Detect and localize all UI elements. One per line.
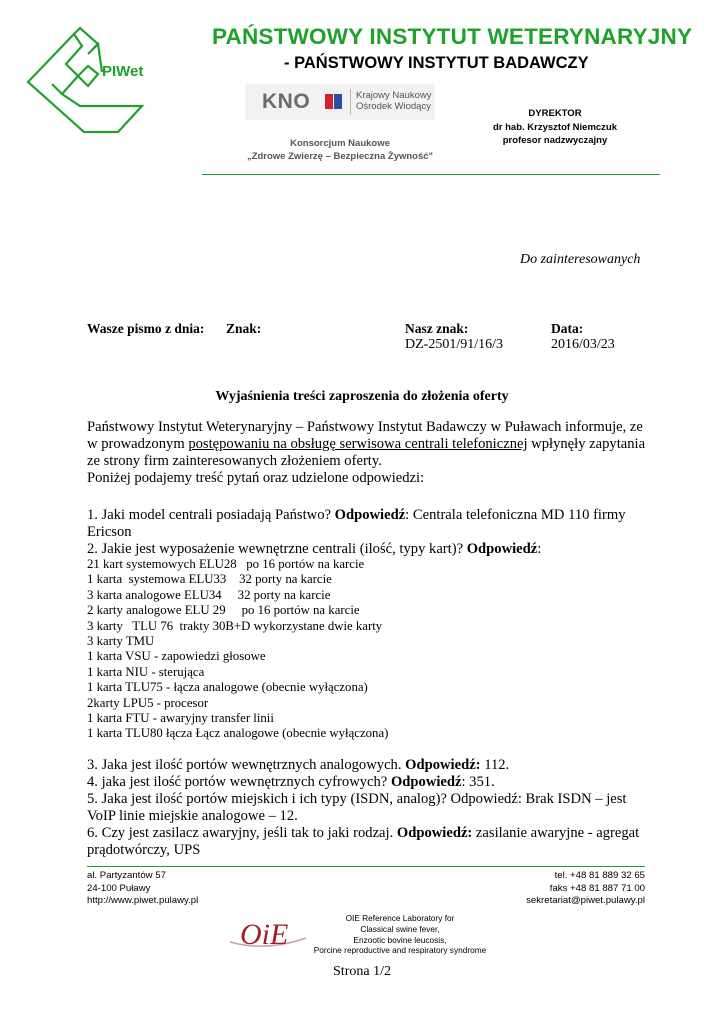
question-6 bbox=[87, 825, 657, 842]
procedure-reference: postępowaniu na obsługę serwisowa centrali telefonicznej bbox=[188, 436, 528, 452]
list-item: 3 karta analogowe ELU34 32 porty na karcie bbox=[87, 587, 331, 602]
oie-reference-text bbox=[305, 913, 495, 956]
question-2 bbox=[87, 541, 657, 558]
answer-continuation: VoIP linie miejskie analogowe – 12. bbox=[87, 808, 298, 824]
header-divider bbox=[202, 174, 660, 175]
piwet-logo-text: PIWet bbox=[102, 63, 144, 80]
subject-heading: Wyjaśnienia treści zaproszenia do złożenia oferty bbox=[215, 389, 509, 404]
institute-subtitle: - PAŃSTWOWY INSTYTUT BADAWCZY bbox=[284, 54, 589, 72]
intro-line: Państwowy Instytut Weterynaryjny – Państwowy Instytut Badawczy w Puławach informuje, ze bbox=[87, 419, 643, 435]
kno-logo-text: KNO bbox=[262, 90, 311, 113]
answer-label: Odpowiedź bbox=[390, 774, 462, 790]
answer-label: Odpowiedź: bbox=[405, 757, 481, 773]
email-link[interactable]: sekretariat@piwet.pulawy.pl bbox=[526, 895, 645, 906]
list-item: 1 karta VSU - zapowiedzi głosowe bbox=[87, 649, 266, 664]
question-text: 1. Jaki model centrali posiadają Państwo? bbox=[87, 507, 335, 523]
answer-text: : bbox=[537, 541, 542, 557]
date-label: Data: bbox=[551, 321, 584, 336]
list-item: 1 karta TLU75 - łącza analogowe (obecnie wyłączona) bbox=[87, 680, 368, 695]
intro-text: w prowadzonym bbox=[87, 436, 189, 452]
questions-3-6 bbox=[87, 757, 657, 859]
answer-continuation: prądotwórczy, UPS bbox=[87, 842, 201, 858]
question-3 bbox=[87, 757, 657, 774]
list-item: 1 karta NIU - sterująca bbox=[87, 664, 205, 679]
list-item: 1 karta FTU - awaryjny transfer linii bbox=[87, 711, 274, 726]
oie-logo bbox=[226, 912, 310, 954]
addressee: Do zainteresowanych bbox=[520, 252, 641, 267]
our-sign-label: Nasz znak: bbox=[405, 321, 469, 336]
intro-paragraph bbox=[87, 419, 657, 487]
list-item: 2karty LPU5 - procesor bbox=[87, 695, 209, 710]
list-item: 1 karta TLU80 łącza Łącz analogowe (obecnie wyłączona) bbox=[87, 726, 389, 741]
list-item: 1 karta systemowa ELU33 32 porty na karcie bbox=[87, 572, 332, 587]
fax-number: faks +48 81 887 71 00 bbox=[549, 882, 645, 894]
address-street: al. Partyzantów 57 bbox=[87, 870, 166, 881]
cards-list bbox=[87, 557, 647, 742]
consortium-motto: „Zdrowe Zwierzę – Bezpieczna Żywność" bbox=[246, 151, 434, 162]
question-text: 3. Jaka jest ilość portów wewnętrznych analogowych. bbox=[87, 757, 406, 773]
kno-description: Krajowy Naukowy Ośrodek Wiodący bbox=[356, 90, 432, 112]
answer-label: Odpowiedź bbox=[466, 541, 538, 557]
question-4 bbox=[87, 774, 657, 791]
oie-line: Porcine reproductive and respiratory syndrome bbox=[313, 945, 487, 956]
oie-logo-text: OiE bbox=[240, 918, 289, 951]
answer-text: zasilanie awaryjne - agregat bbox=[472, 825, 640, 841]
phone-number: tel. +48 81 889 32 65 bbox=[554, 870, 645, 881]
question-text: 4. jaka jest ilość portów wewnętrznych cyfrowych? bbox=[87, 774, 391, 790]
page-number: Strona 1/2 bbox=[333, 964, 391, 979]
footer-address bbox=[87, 870, 198, 908]
sign-label: Znak: bbox=[226, 321, 262, 336]
intro-text: wpłynęły zapytania bbox=[527, 436, 646, 452]
question-1 bbox=[87, 507, 657, 558]
oie-line: Classical swine fever, bbox=[360, 923, 440, 934]
answer-continuation: Ericson bbox=[87, 524, 132, 540]
our-sign-value: DZ-2501/91/16/3 bbox=[405, 337, 503, 352]
question-line bbox=[87, 507, 657, 524]
institute-name: PAŃSTWOWY INSTYTUT WETERYNARYJNY bbox=[212, 24, 693, 49]
footer-divider bbox=[87, 866, 645, 867]
question-5: 5. Jaka jest ilość portów miejskich i ich typy (ISDN, analog)? Odpowiedź: Brak ISDN – jest bbox=[87, 791, 627, 807]
answer-text: : 351. bbox=[461, 774, 495, 790]
intro-line: ze strony firm zainteresowanych złożeniem oferty. bbox=[87, 453, 382, 469]
director-block bbox=[470, 107, 640, 148]
answer-label: Odpowiedź: bbox=[396, 825, 473, 841]
list-item: 21 kart systemowych ELU28 po 16 portów na karcie bbox=[87, 557, 365, 571]
intro-line bbox=[87, 436, 657, 453]
answer-label: Odpowiedź bbox=[334, 507, 406, 523]
footer-contact bbox=[440, 870, 645, 908]
oie-line: Enzootic bovine leucosis, bbox=[353, 934, 447, 945]
list-item: 3 karty TMU bbox=[87, 634, 155, 649]
answer-text: : Centrala telefoniczna MD 110 firmy bbox=[405, 507, 626, 523]
question-text: 2. Jakie jest wyposażenie wewnętrzne centrali (ilość, typy kart)? bbox=[87, 541, 467, 557]
kno-flag-blue bbox=[334, 94, 342, 109]
oie-line: OIE Reference Laboratory for bbox=[345, 913, 455, 923]
piwet-logo bbox=[22, 24, 202, 134]
kno-divider bbox=[350, 89, 351, 115]
website-link[interactable]: http://www.piwet.pulawy.pl bbox=[87, 895, 199, 906]
your-letter-label: Wasze pismo z dnia: bbox=[87, 321, 205, 336]
address-city: 24-100 Puławy bbox=[87, 882, 151, 894]
kno-flag-red bbox=[325, 94, 333, 109]
consortium-line: Konsorcjum Naukowe bbox=[290, 138, 390, 149]
director-rank: profesor nadzwyczajny bbox=[502, 135, 608, 146]
date-value: 2016/03/23 bbox=[551, 337, 615, 352]
director-name: dr hab. Krzysztof Niemczuk bbox=[492, 121, 618, 133]
question-text: 6. Czy jest zasilacz awaryjny, jeśli tak to jaki rodzaj. bbox=[87, 825, 397, 841]
list-item: 3 karty TLU 76 trakty 30B+D wykorzystane dwie karty bbox=[87, 618, 383, 633]
answer-text: 112. bbox=[480, 757, 510, 773]
director-title: DYREKTOR bbox=[528, 108, 582, 119]
consortium-block bbox=[240, 137, 440, 163]
list-item: 2 karty analogowe ELU 29 po 16 portów na karcie bbox=[87, 603, 360, 618]
intro-line: Poniżej podajemy treść pytań oraz udzielone odpowiedzi: bbox=[87, 470, 425, 486]
